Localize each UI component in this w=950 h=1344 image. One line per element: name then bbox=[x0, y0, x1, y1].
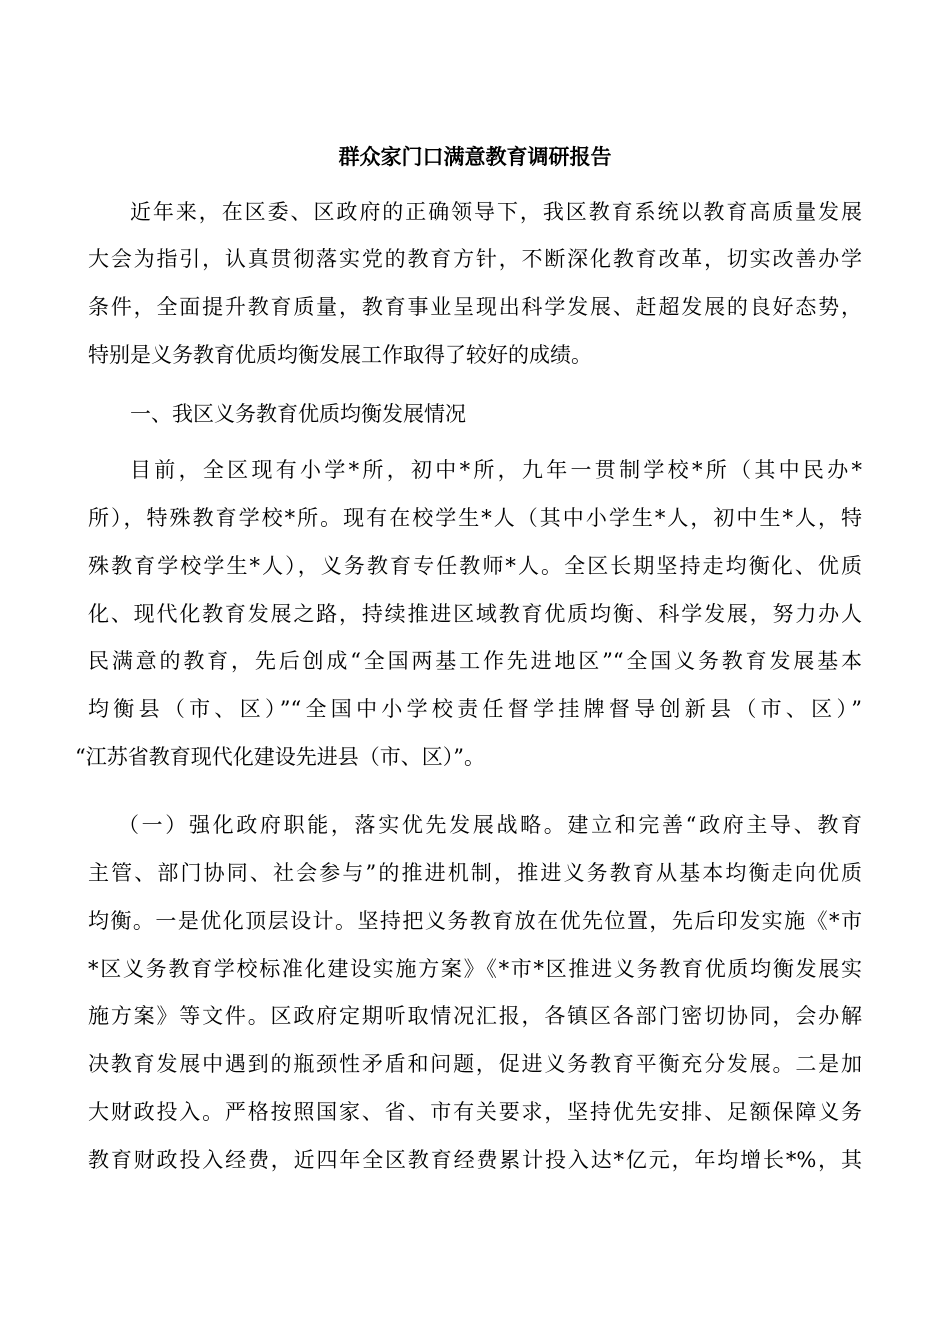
section-heading: 一、我区义务教育优质均衡发展情况 bbox=[130, 402, 466, 426]
paragraph-line: 主管、部门协同、社会参与”的推进机制，推进义务教育从基本均衡走向优质 bbox=[88, 861, 862, 885]
document-title: 群众家门口满意教育调研报告 bbox=[338, 144, 612, 169]
paragraph-line: 目前，全区现有小学*所，初中*所，九年一贯制学校*所（其中民办* bbox=[130, 458, 862, 482]
paragraph-line: 施方案》等文件。区政府定期听取情况汇报，各镇区各部门密切协同，会办解 bbox=[88, 1004, 862, 1028]
paragraph-line: 均衡县（市、区）”“全国中小学校责任督学挂牌督导创新县（市、区）” bbox=[88, 697, 862, 721]
paragraph-line: 化、现代化教育发展之路，持续推进区域教育优质均衡、科学发展，努力办人 bbox=[88, 602, 862, 626]
paragraph-line: 条件，全面提升教育质量，教育事业呈现出科学发展、赶超发展的良好态势， bbox=[88, 295, 862, 319]
paragraph-line: 大会为指引，认真贯彻落实党的教育方针，不断深化教育改革，切实改善办学 bbox=[88, 247, 862, 271]
paragraph-line: 教育财政投入经费，近四年全区教育经费累计投入达*亿元，年均增长*%，其 bbox=[88, 1148, 862, 1172]
paragraph-line: *区义务教育学校标准化建设实施方案》《*市*区推进义务教育优质均衡发展实 bbox=[88, 957, 862, 981]
paragraph-line: 均衡。一是优化顶层设计。坚持把义务教育放在优先位置，先后印发实施《*市 bbox=[88, 909, 862, 933]
paragraph-line: 近年来，在区委、区政府的正确领导下，我区教育系统以教育高质量发展 bbox=[130, 200, 862, 224]
paragraph-line: 民满意的教育，先后创成“全国两基工作先进地区”“全国义务教育发展基本 bbox=[88, 649, 862, 673]
paragraph-line: 决教育发展中遇到的瓶颈性矛盾和问题，促进义务教育平衡充分发展。二是加 bbox=[88, 1052, 862, 1076]
paragraph-line: 殊教育学校学生*人），义务教育专任教师*人。全区长期坚持走均衡化、优质 bbox=[88, 554, 862, 578]
paragraph-line: 特别是义务教育优质均衡发展工作取得了较好的成绩。 bbox=[88, 343, 592, 367]
paragraph-line: “江苏省教育现代化建设先进县（市、区）”。 bbox=[75, 745, 485, 769]
paragraph-line: 所），特殊教育学校*所。现有在校学生*人（其中小学生*人，初中生*人，特 bbox=[88, 506, 862, 530]
paragraph-line: 大财政投入。严格按照国家、省、市有关要求，坚持优先安排、足额保障义务 bbox=[88, 1100, 862, 1124]
paragraph-line: （一）强化政府职能，落实优先发展战略。建立和完善“政府主导、教育 bbox=[118, 813, 862, 837]
